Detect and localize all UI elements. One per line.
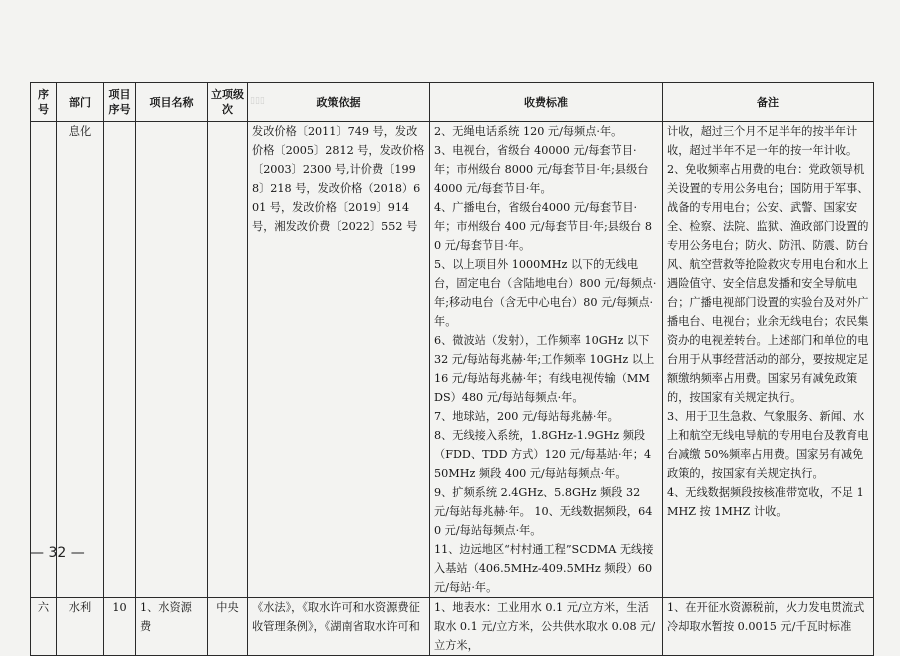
table-row <box>31 598 874 656</box>
header-item-name: 项目名称 <box>136 83 208 122</box>
remark-line: 计收，超过三个月不足半年的按半年计收，超过半年不足一年的按一年计收。 <box>667 125 858 157</box>
page-number: — 32 — <box>30 545 85 561</box>
cell-item-name <box>136 122 208 598</box>
cell-item-seq <box>104 122 136 598</box>
cell-policy: 《水法》，《取水许可和水资源费征收管理条例》，《湖南省取水许可和 <box>248 598 430 656</box>
cell-dept: 息化 <box>57 122 104 598</box>
header-seq: 序号 <box>31 83 57 122</box>
cell-policy: 发改价格〔2011〕749 号，发改价格〔2005〕2812 号，发改价格〔2003〕2300 号,计价费〔1998〕218 号，发改价格（2018）601 号，发改价格〔2019〕914 号，湘发改价费〔2022〕552 号 <box>248 122 430 598</box>
cell-remark: 1、在开征水资源税前，火力发电贯流式冷却取水暂按 0.0015 元/千瓦时标准 <box>663 598 874 656</box>
cell-level: 中央 <box>208 598 248 656</box>
standard-line: 7、地球站，200 元/每站每兆赫·年。 <box>434 410 619 423</box>
cell-seq: 六 <box>31 598 57 656</box>
standard-line: 3、电视台，省级台 40000 元/每套节目·年；市州级台 8000 元/每套节目·年;县级台 4000 元/每套节目·年。 <box>434 144 649 195</box>
standard-line: 8、无线接入系统，1.8GHz-1.9GHz 频段（FDD、TDD 方式）120 元/每基站·年；450MHz 频段 400 元/每站每频点·年。 <box>434 429 652 480</box>
cell-level <box>208 122 248 598</box>
standard-line: 9、扩频系统 2.4GHz、5.8GHz 频段 32 元/每站每兆赫·年。 10、无线数据频段，640 元/每站每频点·年。 <box>434 486 653 537</box>
remark-line: 3、用于卫生急救、气象服务、新闻、水上和航空无线电导航的专用电台及教育电台减缴 50%频率占用费。国家另有减免政策的，按国家有关规定执行。 <box>667 410 869 480</box>
bleed-through-text: ▯▯▯ <box>250 96 265 106</box>
header-item-seq: 项目序号 <box>104 83 136 122</box>
cell-item-seq: 10 <box>104 598 136 656</box>
header-policy: 政策依据 <box>248 83 430 122</box>
cell-standard: 1、地表水：工业用水 0.1 元/立方米，生活取水 0.1 元/立方米，公共供水取水 0.08 元/立方米， <box>430 598 663 656</box>
cell-item-name: 1、水资源费 <box>136 598 208 656</box>
header-standard: 收费标准 <box>430 83 663 122</box>
standard-line: 11、边远地区“村村通工程”SCDMA 无线接入基站（406.5MHz-409.5MHz 频段）60 元/每站·年。 <box>434 543 654 594</box>
header-level: 立项级次 <box>208 83 248 122</box>
cell-seq <box>31 122 57 598</box>
header-remark: 备注 <box>663 83 874 122</box>
standard-line: 2、无绳电话系统 120 元/每频点·年。 <box>434 125 623 138</box>
cell-remark <box>663 122 874 598</box>
remark-line: 4、无线数据频段按核准带宽收，不足 1MHZ 按 1MHZ 计收。 <box>667 486 864 518</box>
standard-line: 4、广播电台，省级台4000 元/每套节目·年；市州级台 400 元/每套节目·年;县级台 80 元/每套节目·年。 <box>434 201 653 252</box>
standard-line: 5、以上项目外 1000MHz 以下的无线电台，固定电台（含陆地电台）800 元/每频点·年;移动电台（含无中心电台）80 元/每频点·年。 <box>434 258 657 328</box>
fee-table <box>30 82 874 656</box>
cell-standard <box>430 122 663 598</box>
header-dept: 部门 <box>57 83 104 122</box>
standard-line: 6、微波站（发射），工作频率 10GHz 以下 32 元/每站每兆赫·年;工作频率 10GHz 以上 16 元/每站每兆赫·年；有线电视传输（MMDS）480 元/每站每频点·年。 <box>434 334 655 404</box>
cell-dept: 水利 <box>57 598 104 656</box>
table-header-row <box>31 83 874 122</box>
table-row <box>31 122 874 598</box>
remark-line: 2、免收频率占用费的电台：党政领导机关设置的专用公务电台；国防用于军事、战备的专用电台；公安、武警、国家安全、检察、法院、监狱、渔政部门设置的专用公务电台；防火、防汛、防震、防台风、航空营救等抢险救灾专用电台和水上遇险值守、安全信息发播和安全导航电台；广播电视部门设置的实验台及对外广播电台、电视台；业余无线电台；农民集资办的电视差转台。上述部门和单位的电台用于从事经营活动的部分，要按规定足额缴纳频率占用费。国家另有减免政策的，按国家有关规定执行。 <box>667 163 869 404</box>
